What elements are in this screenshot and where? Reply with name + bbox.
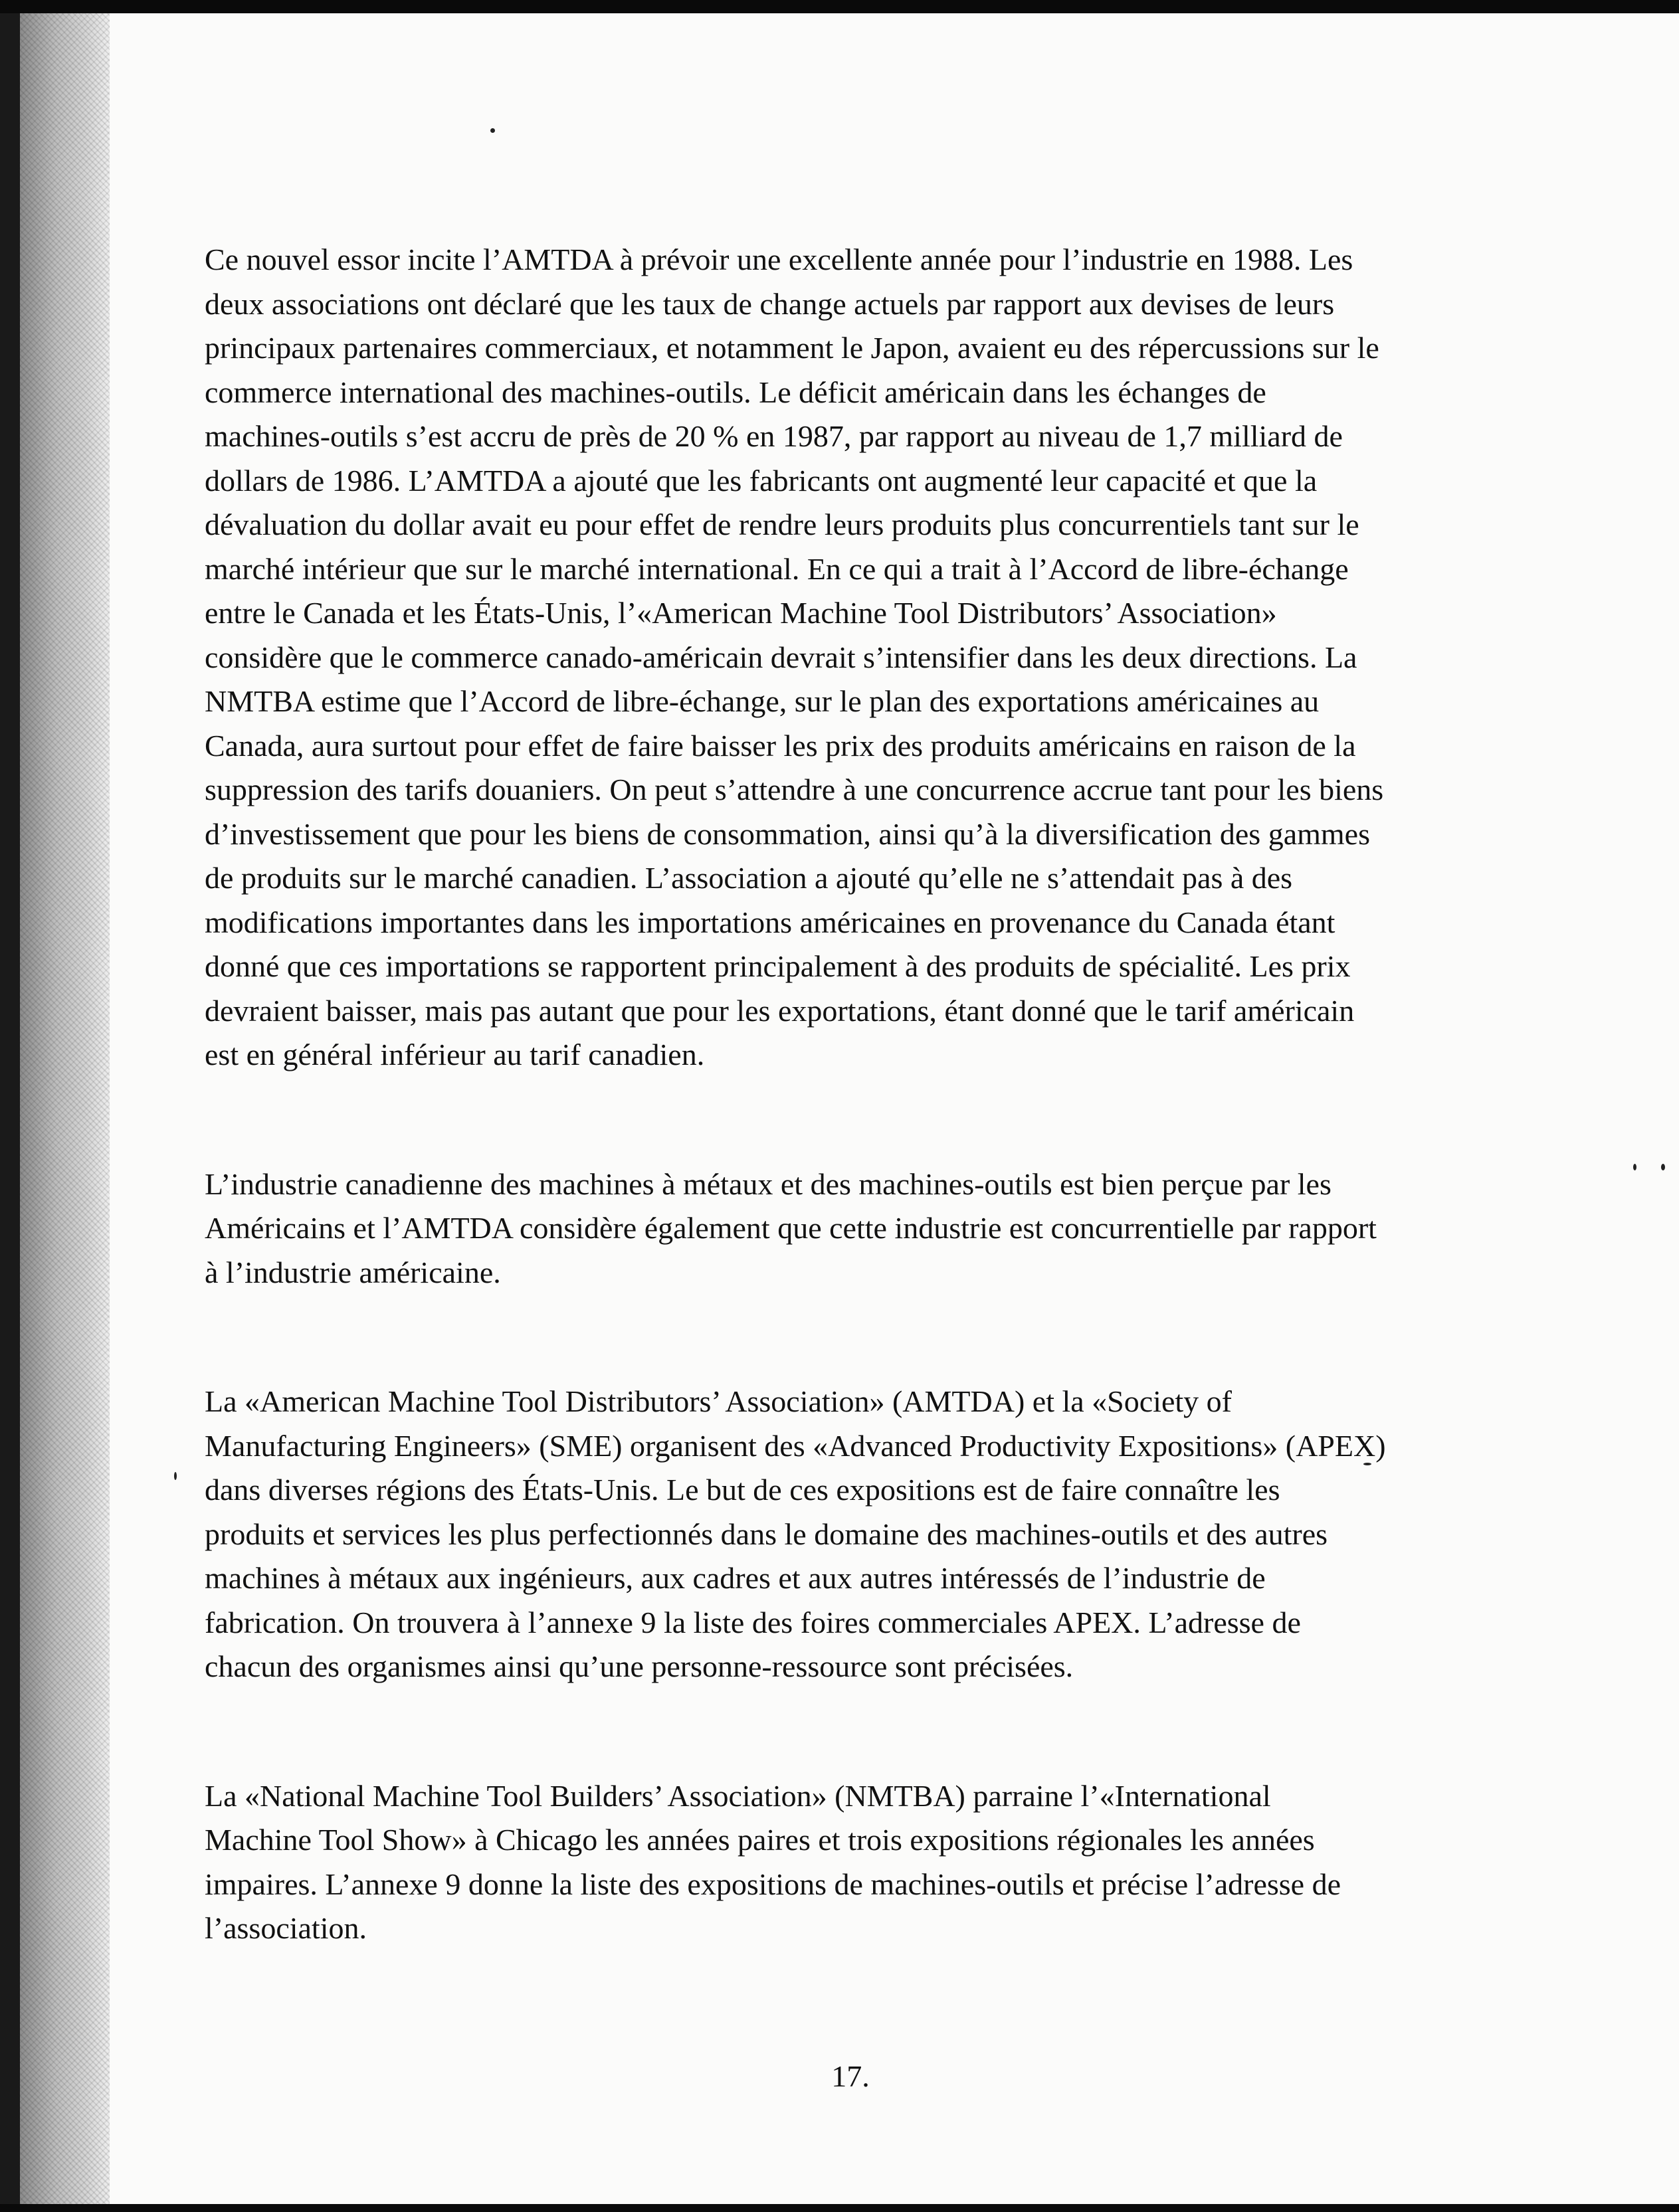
- scan-speck: [174, 1472, 177, 1480]
- text-line: considère que le commerce canado-américain devrait s’intensifier dans les deux directions. La: [205, 640, 1357, 674]
- text-line: marché intérieur que sur le marché international. En ce qui a trait à l’Accord de libre-échange: [205, 551, 1349, 586]
- text-line: deux associations ont déclaré que les taux de change actuels par rapport aux devises de leurs: [205, 286, 1335, 321]
- text-line: impaires. L’annexe 9 donne la liste des expositions de machines-outils et précise l’adresse de: [205, 1867, 1341, 1901]
- text-line: l’association.: [205, 1911, 367, 1945]
- scan-speck: [490, 128, 495, 133]
- paragraph-canadian-industry: [205, 1162, 1494, 1295]
- page-number: 17.: [831, 2059, 870, 2093]
- text-line: machines-outils s’est accru de près de 20 % en 1987, par rapport au niveau de 1,7 milliard de: [205, 419, 1343, 453]
- text-line: est en général inférieur au tarif canadien.: [205, 1038, 705, 1071]
- text-line: suppression des tarifs douaniers. On peut s’attendre à une concurrence accrue tant pour les biens: [205, 773, 1384, 806]
- scan-left-edge: [0, 13, 20, 2204]
- text-line: Américains et l’AMTDA considère également que cette industrie est concurrentielle par rapport: [205, 1211, 1377, 1245]
- text-line: de produits sur le marché canadien. L’association a ajouté qu’elle ne s’attendait pas à des: [205, 861, 1293, 895]
- text-line: commerce international des machines-outils. Le déficit américain dans les échanges de: [205, 375, 1266, 409]
- text-line: dévaluation du dollar avait eu pour effet de rendre leurs produits plus concurrentiels tant sur le: [205, 507, 1359, 541]
- text-line: La «American Machine Tool Distributors’ Association» (AMTDA) et la «Society of: [205, 1384, 1232, 1418]
- text-line: Machine Tool Show» à Chicago les années paires et trois expositions régionales les années: [205, 1823, 1315, 1857]
- text-line: donné que ces importations se rapportent principalement à des produits de spécialité. Les prix: [205, 949, 1351, 983]
- text-line: produits et services les plus perfectionnés dans le domaine des machines-outils et des autres: [205, 1517, 1328, 1551]
- text-line: à l’industrie américaine.: [205, 1255, 501, 1289]
- text-line: modifications importantes dans les importations américaines en provenance du Canada étant: [205, 905, 1335, 939]
- paragraph-apex-expositions: [205, 1380, 1494, 1689]
- text-line: L’industrie canadienne des machines à métaux et des machines-outils est bien perçue par les: [205, 1166, 1332, 1201]
- text-line: machines à métaux aux ingénieurs, aux cadres et aux autres intéressés de l’industrie de: [205, 1561, 1266, 1595]
- scan-speck: [1633, 1164, 1636, 1170]
- text-line: fabrication. On trouvera à l’annexe 9 la liste des foires commerciales APEX. L’adresse de: [205, 1605, 1301, 1639]
- text-line: NMTBA estime que l’Accord de libre-échange, sur le plan des exportations américaines au: [205, 684, 1320, 718]
- document-body: [205, 238, 1494, 2036]
- binding-strip: [20, 13, 110, 2204]
- scan-speck: [1661, 1164, 1665, 1170]
- text-line: principaux partenaires commerciaux, et notamment le Japon, avaient eu des répercussions sur le: [205, 331, 1379, 365]
- text-line: d’investissement que pour les biens de consommation, ainsi qu’à la diversification des gammes: [205, 816, 1370, 851]
- paragraph-amtda-outlook: [205, 238, 1494, 1077]
- text-line: Manufacturing Engineers» (SME) organisent des «Advanced Productivity Expositions» (APEX): [205, 1428, 1386, 1463]
- paragraph-nmtba-show: [205, 1774, 1494, 1951]
- text-line: entre le Canada et les États-Unis, l’«American Machine Tool Distributors’ Association»: [205, 596, 1277, 630]
- text-line: La «National Machine Tool Builders’ Association» (NMTBA) parraine l’«International: [205, 1778, 1271, 1813]
- text-line: Ce nouvel essor incite l’AMTDA à prévoir une excellente année pour l’industrie en 1988. Les: [205, 242, 1353, 276]
- text-line: dans diverses régions des États-Unis. Le but de ces expositions est de faire connaître les: [205, 1473, 1280, 1507]
- scan-bottom-border: [0, 2204, 1679, 2212]
- text-line: chacun des organismes ainsi qu’une personne-ressource sont précisées.: [205, 1649, 1074, 1683]
- text-line: devraient baisser, mais pas autant que pour les exportations, étant donné que le tarif américain: [205, 993, 1355, 1028]
- scan-top-border: [0, 0, 1679, 13]
- text-line: Canada, aura surtout pour effet de faire baisser les prix des produits américains en raison de la: [205, 728, 1356, 763]
- text-line: dollars de 1986. L’AMTDA a ajouté que les fabricants ont augmenté leur capacité et que la: [205, 463, 1318, 498]
